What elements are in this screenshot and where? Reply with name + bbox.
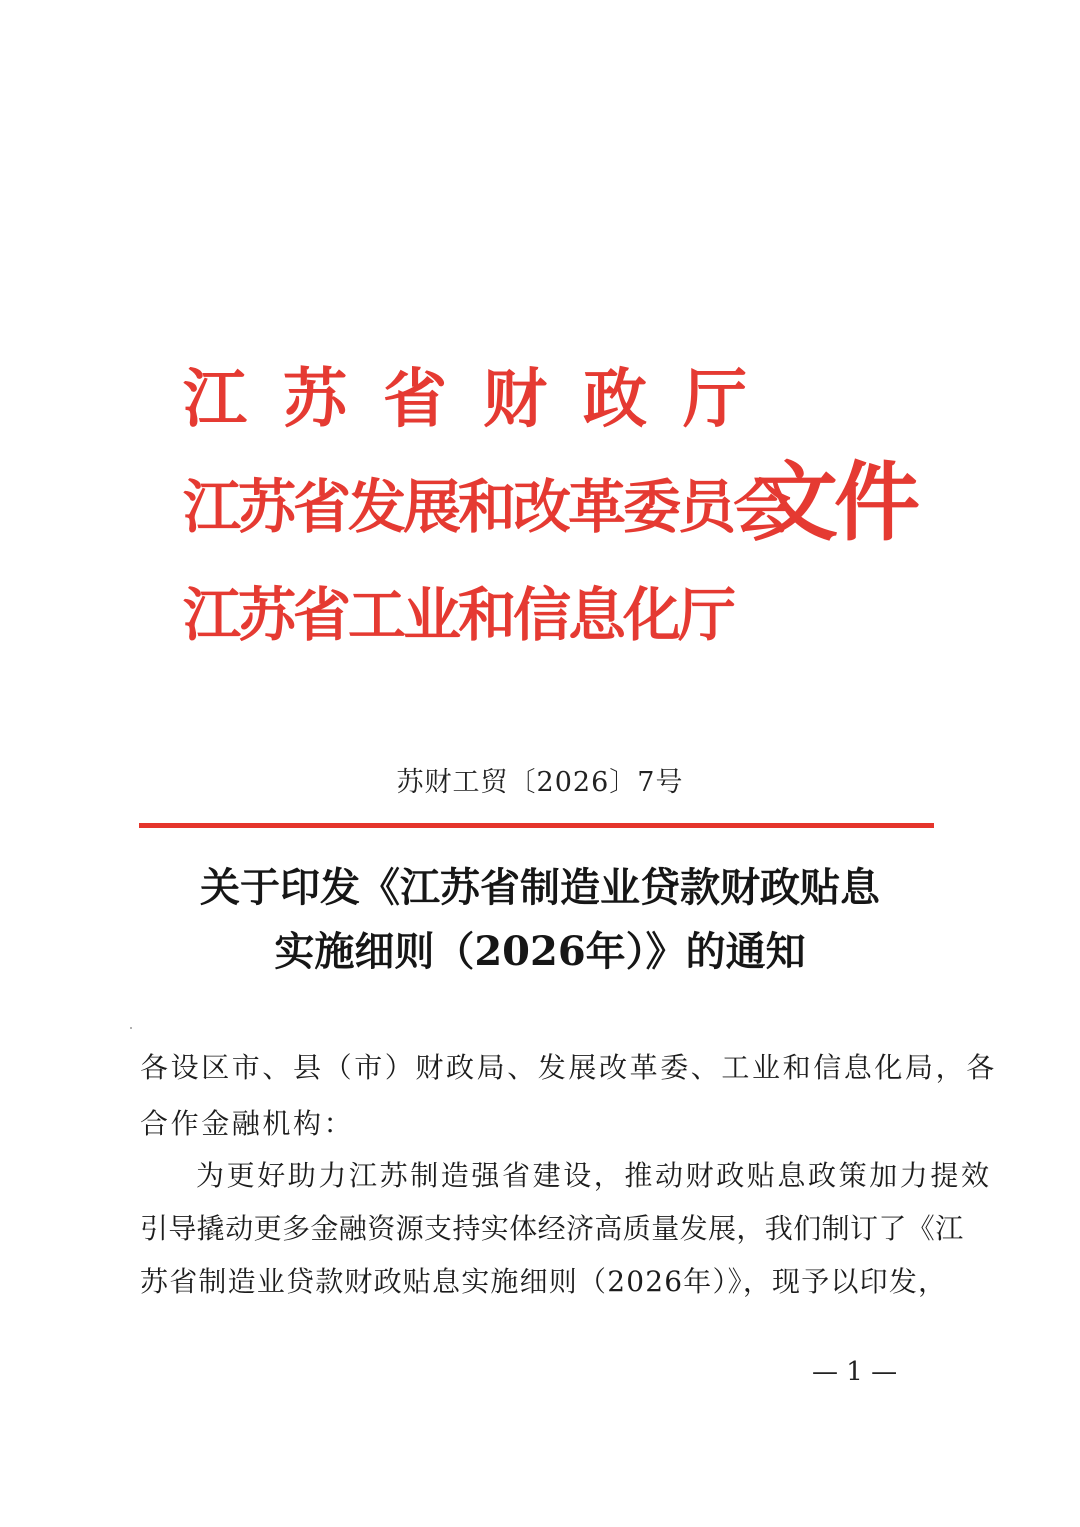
- body-line-1: 各设区市、县（市）财政局、发展改革委、工业和信息化局，各: [140, 1051, 997, 1084]
- document-word: 文件: [752, 453, 916, 553]
- red-divider: [139, 823, 934, 828]
- scan-speck: [130, 1027, 132, 1029]
- body-line-3: 为更好助力江苏制造强省建设，推动财政贴息政策加力提效: [196, 1159, 992, 1192]
- issuer-development-reform-commission: 江苏省发展和改革委员会: [183, 473, 789, 541]
- issuer-industry-it-department: 江苏省工业和信息化厅: [183, 581, 734, 649]
- document-title-line-1: 关于印发《江苏省制造业贷款财政贴息: [200, 864, 880, 911]
- page-number: — 1 —: [812, 1357, 898, 1387]
- body-line-4: 引导撬动更多金融资源支持实体经济高质量发展，我们制订了《江: [140, 1212, 964, 1245]
- body-line-5: 苏省制造业贷款财政贴息实施细则（2026年）》，现予以印发，: [140, 1265, 948, 1298]
- body-line-2: 合作金融机构：: [140, 1107, 355, 1140]
- document-title-line-2: 实施细则（2026年）》的通知: [274, 928, 806, 975]
- issuer-finance-department: 江苏省财政厅: [183, 363, 783, 437]
- document-number: 苏财工贸〔2026〕7号: [396, 767, 684, 798]
